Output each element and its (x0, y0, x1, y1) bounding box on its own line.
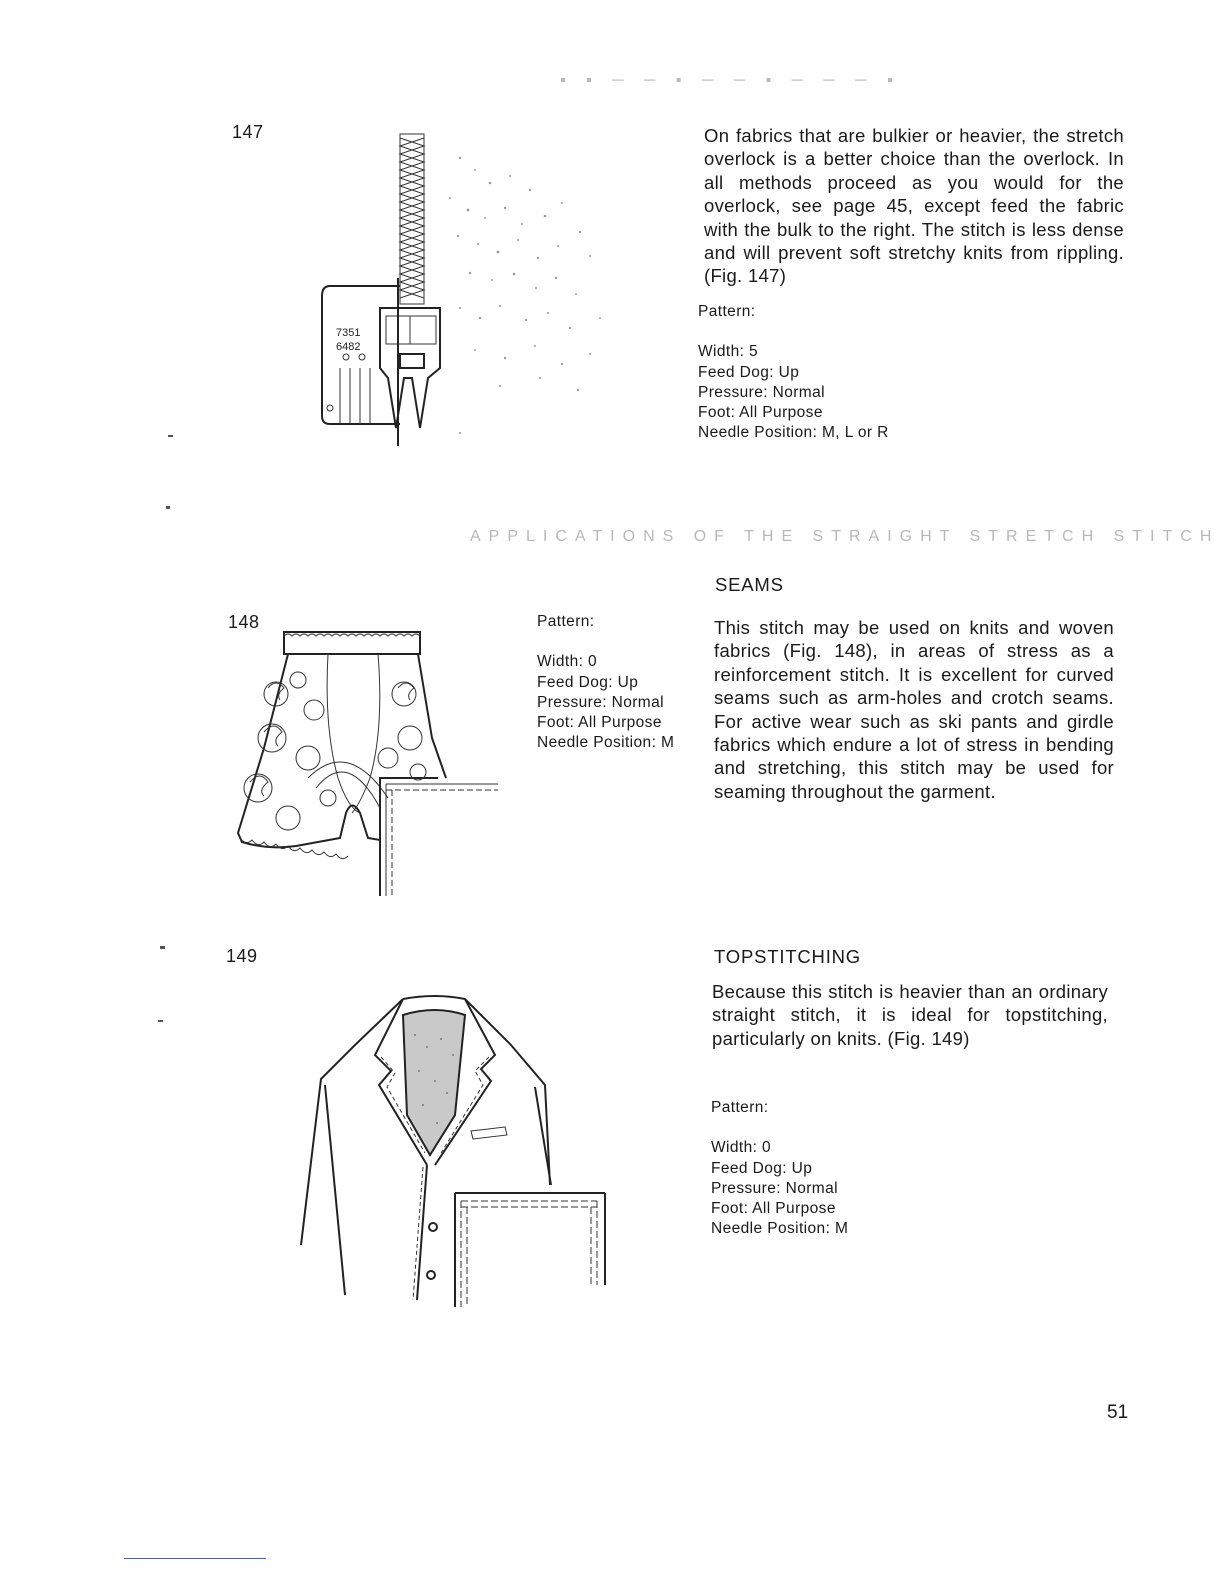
topstitching-paragraph: Because this stitch is heavier than an ordinary straight stitch, it is ideal for topstitching, particularly on knits. (Fig. 149) (712, 981, 1108, 1049)
seams-heading: SEAMS (715, 574, 784, 595)
fig147-paragraph: On fabrics that are bulkier or heavier, the stretch overlock is a better choice than the overlock. In all methods proceed as you would for the overlock, see page 45, except feed the fabric with the bulk to the right. The stitch is less dense and will prevent soft stretchy knits from rippling. (Fig. 147) (704, 125, 1124, 287)
setting-pattern: Pattern: (711, 1099, 769, 1116)
margin-mark (168, 435, 173, 437)
figure-number-149: 149 (226, 946, 258, 966)
setting-width: Width: 5 (698, 343, 759, 361)
setting-needle-position: Needle Position: M, L or R (698, 424, 889, 442)
setting-feed-dog: Feed Dog: Up (711, 1159, 813, 1177)
fabric-texture (449, 157, 601, 434)
setting-foot: Foot: All Purpose (698, 404, 823, 422)
fig147-settings (698, 302, 938, 444)
setting-needle-position: Needle Position: M (537, 734, 675, 752)
setting-foot: Foot: All Purpose (537, 714, 662, 732)
setting-needle-position: Needle Position: M (711, 1220, 849, 1238)
setting-pressure: Pressure: Normal (698, 383, 825, 401)
faint-header-top: ▪ ▪ ─ ─ ▪ ─ ─ ▪ ─ ─ ─ ▪ (560, 72, 901, 89)
margin-mark (166, 506, 170, 509)
presser-foot-illustration (300, 128, 640, 458)
dial-number-bottom: 6482 (336, 341, 361, 353)
setting-foot: Foot: All Purpose (711, 1200, 836, 1218)
setting-pattern: Pattern: (537, 613, 595, 630)
dial-number-top: 7351 (336, 327, 361, 339)
faint-section-header: APPLICATIONS OF THE STRAIGHT STRETCH STITCH (470, 528, 1220, 545)
topstitching-heading: TOPSTITCHING (714, 946, 861, 967)
girdle-illustration (228, 628, 508, 898)
setting-pressure: Pressure: Normal (537, 693, 664, 711)
jacket-illustration (295, 995, 615, 1310)
setting-feed-dog: Feed Dog: Up (537, 673, 639, 691)
setting-width: Width: 0 (711, 1139, 772, 1157)
setting-pattern: Pattern: (698, 303, 756, 320)
setting-pressure: Pressure: Normal (711, 1179, 838, 1197)
margin-mark (158, 1020, 163, 1022)
topstitching-settings (711, 1098, 911, 1240)
page-number: 51 (1107, 1402, 1129, 1423)
seams-settings (537, 612, 707, 754)
setting-feed-dog: Feed Dog: Up (698, 363, 800, 381)
figure-number-148: 148 (228, 612, 260, 632)
seams-paragraph: This stitch may be used on knits and woven fabrics (Fig. 148), in areas of stress as a reinforcement stitch. It is excellent for curved seams such as arm-holes and crotch seams. For active wear such as ski pants and girdle fabrics which endure a lot of stress in bending and stretching, this stitch may be used for seaming throughout the garment. (714, 617, 1114, 802)
footer-rule (124, 1558, 266, 1559)
setting-width: Width: 0 (537, 653, 598, 671)
margin-mark (160, 946, 165, 949)
figure-number-147: 147 (232, 122, 264, 142)
